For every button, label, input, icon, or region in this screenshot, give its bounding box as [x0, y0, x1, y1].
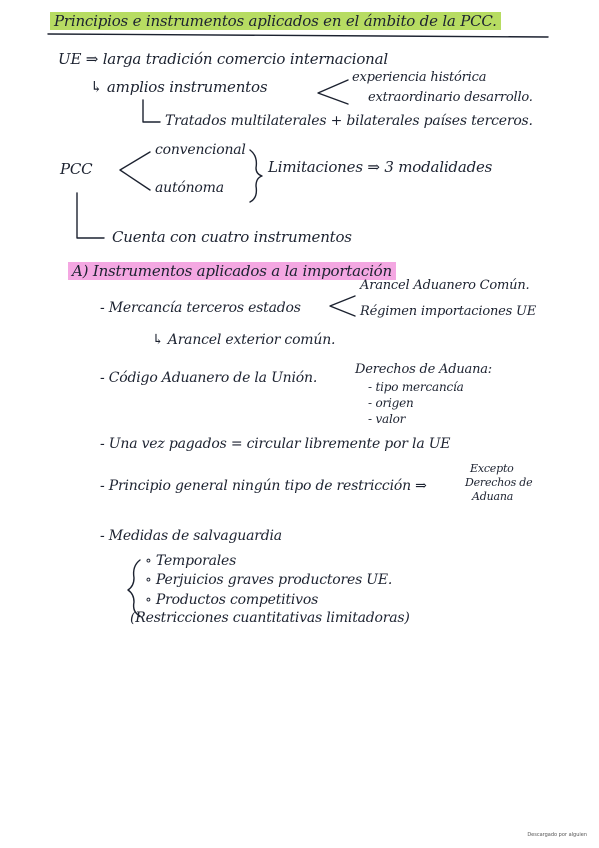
general-principle-line: - Principio general ningún tipo de restricción ⇒ — [100, 478, 427, 494]
ue-instruments-line: ↳ amplios instrumentos — [90, 78, 268, 96]
except-line-2: Derechos de — [465, 476, 533, 489]
except-line-1: Excepto — [470, 462, 514, 475]
ue-import-regime: Régimen importaciones UE — [360, 304, 537, 319]
free-circulation-line: - Una vez pagados = circular libremente por la UE — [100, 436, 451, 452]
duty-goods-type: - tipo mercancía — [368, 380, 464, 394]
common-external-tariff: ↳ Arancel exterior común. — [152, 332, 336, 348]
quantitative-restrictions: (Restricciones cuantitativas limitadoras) — [130, 610, 410, 626]
pcc-four-instruments: Cuenta con cuatro instrumentos — [112, 228, 352, 246]
experience-development: extraordinario desarrollo. — [368, 90, 533, 105]
experience-historical: experiencia histórica — [352, 70, 487, 85]
common-customs-tariff: Arancel Aduanero Común. — [360, 278, 530, 293]
customs-duties: Derechos de Aduana: — [355, 362, 492, 377]
duty-value: - valor — [368, 412, 406, 426]
treaties-line: Tratados multilaterales + bilaterales países terceros. — [165, 113, 533, 129]
pcc-label: PCC — [60, 160, 93, 178]
download-watermark: Descargado por alguien — [527, 832, 587, 838]
pcc-limitations: Limitaciones ⇒ 3 modalidades — [268, 158, 493, 176]
pcc-conventional: convencional — [155, 142, 246, 158]
pcc-autonomous: autónoma — [155, 180, 224, 196]
safeguard-serious-harm: ∘ Perjuicios graves productores UE. — [145, 572, 393, 588]
duty-origin: - origen — [368, 396, 414, 410]
safeguard-temporary: ∘ Temporales — [145, 553, 237, 569]
safeguard-competitive-products: ∘ Productos competitivos — [145, 592, 319, 608]
page-title: Principios e instrumentos aplicados en el ámbito de la PCC. — [50, 12, 501, 30]
ue-tradition-line: UE ⇒ larga tradición comercio internacional — [58, 50, 388, 68]
except-line-3: Aduana — [472, 490, 514, 503]
union-customs-code: - Código Aduanero de la Unión. — [100, 370, 318, 386]
safeguard-measures: - Medidas de salvaguardia — [100, 528, 282, 544]
section-a-heading: A) Instrumentos aplicados a la importación — [68, 262, 396, 280]
third-states-goods: - Mercancía terceros estados — [100, 300, 301, 316]
